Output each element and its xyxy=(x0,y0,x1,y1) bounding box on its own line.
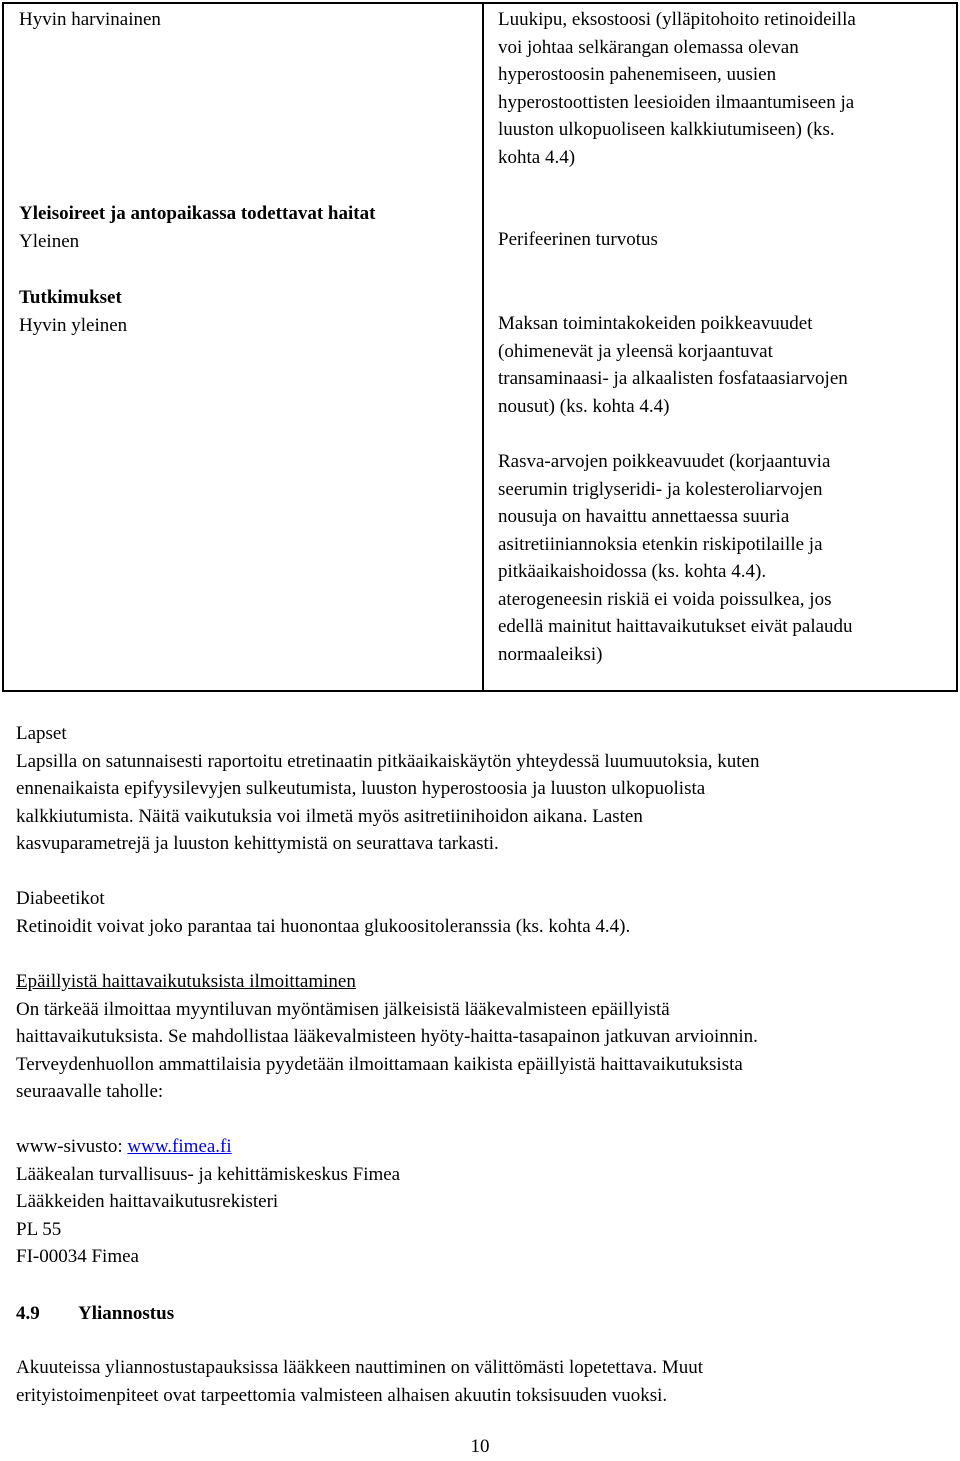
text-line: Lääkealan turvallisuus- ja kehittämiskeskus Fimea xyxy=(16,1163,401,1185)
effect-peripheral-edema xyxy=(498,226,953,254)
text-line: Lapsilla on satunnaisesti raportoitu etretinaatin pitkäaikaiskäytön yhteydessä luumuutoksia, kuten xyxy=(16,750,760,772)
text-line: luuston ulkopuoliseen kalkkiutumiseen) (ks. xyxy=(498,119,835,140)
text-line: Terveydenhuollon ammattilaisia pyydetään ilmoittamaan kaikista epäillyistä haittavaikutuksista xyxy=(16,1053,743,1075)
text-line: On tärkeää ilmoittaa myyntiluvan myöntämisen jälkeisistä lääkevalmisteen epäillyistä xyxy=(16,998,670,1020)
category-column xyxy=(3,3,483,691)
text-line: hyperostoosin pahenemiseen, uusien xyxy=(498,64,777,85)
text-line: PL 55 xyxy=(16,1218,62,1240)
frequency-label: Yleinen xyxy=(19,230,80,252)
text-line: normaaleiksi) xyxy=(498,643,603,665)
text-line: Rasva-arvojen poikkeavuudet (korjaantuvia xyxy=(498,451,831,472)
text-line: seerumin triglyseridi- ja kolesteroliarvojen xyxy=(498,478,823,500)
section-diabetics xyxy=(16,885,960,940)
section-title: Yliannostus xyxy=(78,1303,175,1324)
text-line: voi johtaa selkärangan olemassa olevan xyxy=(498,36,799,58)
section-title: Epäillyistä haittavaikutuksista ilmoittaminen xyxy=(16,971,356,992)
effect-liver-tests xyxy=(498,310,953,420)
text-line: erityistoimenpiteet ovat tarpeettomia valmisteen alhaisen akuutin toksisuuden vuoksi. xyxy=(16,1384,668,1406)
category-label: Tutkimukset xyxy=(19,287,122,308)
text-line: Perifeerinen turvotus xyxy=(498,229,658,250)
text-line: nousut) (ks. kohta 4.4) xyxy=(498,395,670,417)
section-overdose xyxy=(16,1354,960,1409)
text-line: pitkäaikaishoidossa (ks. kohta 4.4). xyxy=(498,561,767,582)
text-line: nousuja on havaittu annettaessa suuria xyxy=(498,506,790,527)
text-line: seuraavalle taholle: xyxy=(16,1081,164,1102)
table-row-3-category xyxy=(19,284,469,339)
website-label: www-sivusto: xyxy=(16,1136,128,1157)
text-line: hyperostoottisten leesioiden ilmaantumiseen ja xyxy=(498,91,855,113)
text-line: Luukipu, eksostoosi (ylläpitohoito retinoideilla xyxy=(498,9,856,30)
text-line: FI-00034 Fimea xyxy=(16,1246,139,1267)
table-row-1-frequency: Hyvin harvinainen xyxy=(19,9,161,30)
page-number: 10 xyxy=(470,1436,490,1457)
fimea-website-link[interactable]: www.fimea.fi xyxy=(127,1136,232,1157)
section-reporting xyxy=(16,968,960,1106)
effects-column xyxy=(483,3,957,691)
effect-bone-pain xyxy=(498,6,953,171)
text-line: transaminaasi- ja alkaalisten fosfataasiarvojen xyxy=(498,368,848,389)
section-title: Diabeetikot xyxy=(16,888,105,909)
website-line xyxy=(16,1133,960,1161)
text-line: kalkkiutumista. Näitä vaikutuksia voi ilmetä myös asitretiinihoidon aikana. Lasten xyxy=(16,805,643,827)
text-line: Lääkkeiden haittavaikutusrekisteri xyxy=(16,1191,279,1212)
adverse-effects-table xyxy=(2,2,958,692)
text-line: edellä mainitut haittavaikutukset eivät palaudu xyxy=(498,616,853,637)
section-number: 4.9 xyxy=(16,1303,40,1324)
table-row-2-category xyxy=(19,200,469,255)
section-contact xyxy=(16,1133,960,1271)
section-title: Lapset xyxy=(16,723,67,744)
category-label: Yleisoireet ja antopaikassa todettavat haitat xyxy=(19,203,376,224)
text-line: ennenaikaista epifyysilevyjen sulkeutumista, luuston hyperostoosia ja luuston ulkopuolista xyxy=(16,778,706,799)
text-line: haittavaikutuksista. Se mahdollistaa lääkevalmisteen hyöty-haitta-tasapainon jatkuvan arvioinnin. xyxy=(16,1026,758,1047)
text-line: kohta 4.4) xyxy=(498,146,576,168)
text-line: Akuuteissa yliannostustapauksissa lääkkeen nauttiminen on välittömästi lopetettava. Muut xyxy=(16,1357,704,1378)
text-line: Maksan toimintakokeiden poikkeavuudet xyxy=(498,313,813,334)
frequency-label: Hyvin yleinen xyxy=(19,314,128,336)
text-line: (ohimenevät ja yleensä korjaantuvat xyxy=(498,340,773,362)
overdose-heading xyxy=(16,1300,174,1328)
text-line: Retinoidit voivat joko parantaa tai huonontaa glukoositoleranssia (ks. kohta 4.4). xyxy=(16,915,631,937)
text-line: aterogeneesin riskiä ei voida poissulkea, jos xyxy=(498,588,832,610)
section-children xyxy=(16,720,960,858)
effect-lipid-values xyxy=(498,448,953,668)
text-line: kasvuparametrejä ja luuston kehittymistä on seurattava tarkasti. xyxy=(16,833,499,854)
text-line: asitretiiniannoksia etenkin riskipotilaille ja xyxy=(498,533,823,555)
